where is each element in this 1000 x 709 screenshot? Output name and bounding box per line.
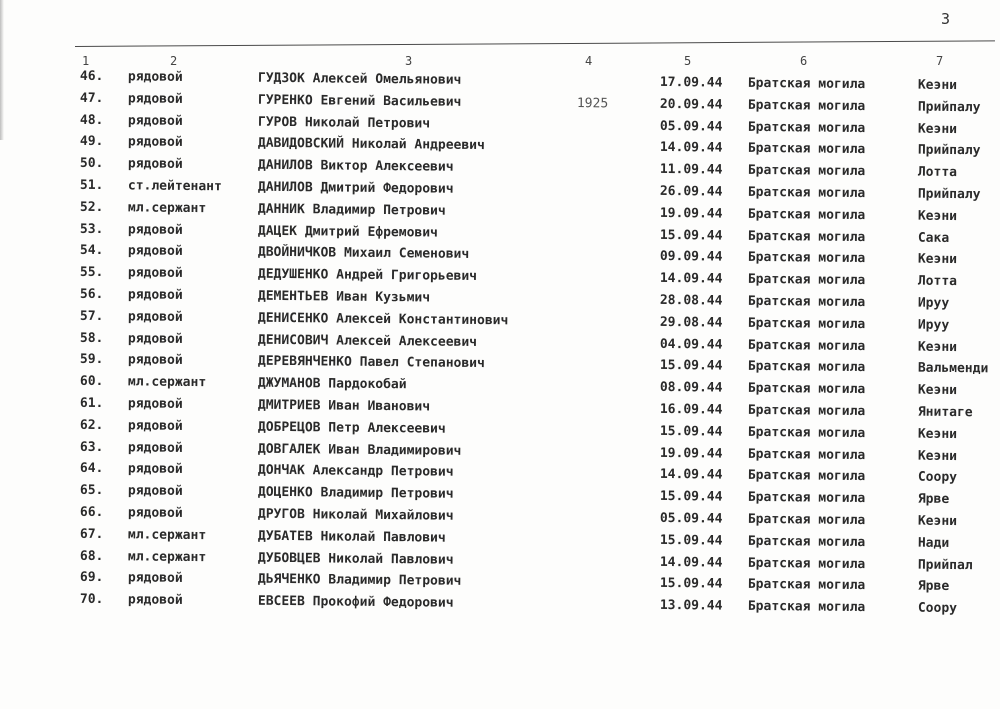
death-date: 15.09.44 xyxy=(659,489,723,505)
rank: рядовой xyxy=(127,134,183,151)
death-date: 05.09.44 xyxy=(659,118,723,135)
full-name: ЕВСЕЕВ Прокофий Федорович xyxy=(257,593,454,611)
row-number: 49. xyxy=(79,134,104,150)
column-header-4: 4 xyxy=(585,54,593,68)
rank: рядовой xyxy=(127,91,183,107)
burial-type: Братская могила xyxy=(747,533,866,550)
full-name: ДАВИДОВСКИЙ Николай Андреевич xyxy=(257,136,485,154)
row-number: 48. xyxy=(79,112,104,128)
full-name: ДЕДУШЕНКО Андрей Григорьевич xyxy=(257,266,478,285)
full-name: ДОБРЕЦОВ Петр Алексеевич xyxy=(257,419,446,437)
death-date: 29.08.44 xyxy=(659,314,723,331)
rank: рядовой xyxy=(127,156,183,173)
rank: ст.лейтенант xyxy=(127,178,222,195)
death-date: 09.09.44 xyxy=(659,249,723,265)
death-date: 14.09.44 xyxy=(659,554,723,571)
row-number: 70. xyxy=(79,592,104,608)
column-header-2: 2 xyxy=(170,54,178,68)
burial-place: Кеэни xyxy=(917,208,958,224)
row-number: 57. xyxy=(79,308,104,324)
death-date: 11.09.44 xyxy=(659,162,723,178)
row-number: 62. xyxy=(79,417,104,433)
burial-place: Кеэни xyxy=(917,448,958,464)
birth-year: 1925 xyxy=(576,95,609,112)
full-name: ДАЦЕК Дмитрий Ефремович xyxy=(257,223,438,241)
rank: рядовой xyxy=(127,461,183,478)
burial-place: Ярве xyxy=(917,579,950,595)
column-header-6: 6 xyxy=(800,54,808,68)
rank: мл.сержант xyxy=(127,200,207,216)
row-number: 63. xyxy=(79,439,104,455)
row-number: 56. xyxy=(79,286,104,303)
death-date: 15.09.44 xyxy=(659,358,723,374)
death-date: 16.09.44 xyxy=(659,401,723,418)
rank: мл.сержант xyxy=(127,548,207,565)
full-name: ДАНИЛОВ Дмитрий Федорович xyxy=(257,179,454,197)
full-name: ДЕНИСЕНКО Алексей Константинович xyxy=(257,310,509,329)
rank: мл.сержант xyxy=(127,527,207,543)
rank: рядовой xyxy=(127,265,183,282)
burial-place: Нади xyxy=(917,535,950,551)
page-number: 3 xyxy=(941,10,951,28)
column-header-5: 5 xyxy=(684,54,692,68)
burial-type: Братская могила xyxy=(747,315,866,332)
rank: рядовой xyxy=(127,505,183,521)
burial-place: Прийпалу xyxy=(917,99,981,116)
full-name: ДЕМЕНТЬЕВ Иван Кузьмич xyxy=(257,288,431,306)
full-name: ГУРЕНКО Евгений Васильевич xyxy=(257,92,462,110)
burial-place: Кеэни xyxy=(917,426,958,442)
burial-type: Братская могила xyxy=(747,75,866,93)
column-header-3: 3 xyxy=(405,54,413,68)
rank: рядовой xyxy=(127,592,183,609)
burial-type: Братская могила xyxy=(747,293,866,311)
burial-place: Кеэни xyxy=(917,513,958,530)
burial-type: Братская могила xyxy=(747,446,866,463)
rank: рядовой xyxy=(127,69,183,85)
death-date: 15.09.44 xyxy=(659,227,723,244)
burial-place: Янитаге xyxy=(917,404,973,421)
full-name: ДРУГОВ Николай Михайлович xyxy=(257,506,454,524)
death-date: 15.09.44 xyxy=(659,576,723,592)
burial-place: Кеэни xyxy=(917,121,958,137)
death-date: 15.09.44 xyxy=(659,423,723,440)
full-name: ДМИТРИЕВ Иван Иванович xyxy=(257,397,431,415)
full-name: ДЬЯЧЕНКО Владимир Петрович xyxy=(257,572,462,590)
row-number: 54. xyxy=(79,243,104,259)
rank: мл.сержант xyxy=(127,374,207,391)
death-date: 14.09.44 xyxy=(659,140,723,156)
row-number: 66. xyxy=(79,504,104,521)
death-date: 17.09.44 xyxy=(659,74,723,91)
rank: рядовой xyxy=(127,287,183,303)
header-rule xyxy=(75,40,995,47)
burial-type: Братская могила xyxy=(747,250,866,267)
burial-place: Кеэни xyxy=(917,252,958,268)
death-date: 19.09.44 xyxy=(659,205,723,222)
burial-type: Братская могила xyxy=(747,97,866,114)
burial-type: Братская могила xyxy=(747,228,866,245)
full-name: ДОЦЕНКО Владимир Петрович xyxy=(257,484,454,502)
rank: рядовой xyxy=(127,483,183,500)
burial-type: Братская могила xyxy=(747,402,866,420)
full-name: ДАННИК Владимир Петрович xyxy=(257,201,446,219)
full-name: ГУРОВ Николай Петрович xyxy=(257,114,431,132)
burial-place: Кеэни xyxy=(917,77,958,94)
death-date: 04.09.44 xyxy=(659,336,723,353)
burial-type: Братская могила xyxy=(747,424,866,441)
row-number: 53. xyxy=(79,221,104,237)
column-header-1: 1 xyxy=(82,54,90,68)
burial-place: Вальменди xyxy=(917,361,989,377)
death-date: 14.09.44 xyxy=(659,271,723,287)
full-name: ДЕНИСОВИЧ Алексей Алексеевич xyxy=(257,332,478,350)
burial-type: Братская могила xyxy=(747,337,866,354)
burial-type: Братская могила xyxy=(747,206,866,223)
rank: рядовой xyxy=(127,418,183,434)
burial-type: Братская могила xyxy=(747,490,866,507)
death-date: 28.08.44 xyxy=(659,292,723,309)
row-number: 61. xyxy=(79,395,104,412)
full-name: ДОНЧАК Александр Петрович xyxy=(257,463,454,481)
column-header-7: 7 xyxy=(936,54,944,68)
row-number: 65. xyxy=(79,483,104,499)
burial-place: Кеэни xyxy=(917,382,958,399)
full-name: ДОВГАЛЕК Иван Владимирович xyxy=(257,441,462,459)
row-number: 55. xyxy=(79,265,104,281)
burial-type: Братская могила xyxy=(747,272,866,289)
death-date: 20.09.44 xyxy=(659,96,723,113)
death-date: 13.09.44 xyxy=(659,598,723,614)
row-number: 68. xyxy=(79,548,104,564)
row-number: 60. xyxy=(79,374,104,390)
row-number: 59. xyxy=(79,352,104,368)
row-number: 69. xyxy=(79,570,104,586)
death-date: 19.09.44 xyxy=(659,445,723,462)
burial-place: Лотта xyxy=(917,273,958,290)
burial-place: Соору xyxy=(917,470,958,486)
rank: рядовой xyxy=(127,439,183,456)
full-name: ДАНИЛОВ Виктор Алексеевич xyxy=(257,157,454,175)
burial-type: Братская могила xyxy=(747,163,866,180)
row-number: 52. xyxy=(79,199,104,215)
full-name: ДУБОВЦЕВ Николай Павлович xyxy=(257,550,454,568)
death-date: 08.09.44 xyxy=(659,380,723,396)
burial-place: Прийпал xyxy=(917,557,973,573)
burial-place: Лотта xyxy=(917,164,958,181)
burial-place: Ируу xyxy=(917,295,950,311)
death-date: 14.09.44 xyxy=(659,467,723,483)
burial-place: Сака xyxy=(917,230,950,246)
burial-type: Братская могила xyxy=(747,119,866,136)
full-name: ДВОЙНИЧКОВ Михаил Семенович xyxy=(257,245,470,263)
death-date: 15.09.44 xyxy=(659,532,723,549)
burial-place: Прийпалу xyxy=(917,143,981,159)
burial-type: Братская могила xyxy=(747,184,866,202)
full-name: ДУБАТЕВ Николай Павлович xyxy=(257,528,446,546)
death-date: 05.09.44 xyxy=(659,510,723,527)
rank: рядовой xyxy=(127,352,183,369)
burial-place: Прийпалу xyxy=(917,186,981,203)
rank: рядовой xyxy=(127,396,183,412)
rank: рядовой xyxy=(127,112,183,129)
burial-place: Кеэни xyxy=(917,339,958,355)
burial-type: Братская могила xyxy=(747,359,866,376)
row-number: 51. xyxy=(79,177,104,194)
burial-place: Ярве xyxy=(917,491,950,508)
burial-type: Братская могила xyxy=(747,468,866,485)
row-number: 67. xyxy=(79,526,104,542)
full-name: ДЖУМАНОВ Пардокобай xyxy=(257,375,407,393)
burial-type: Братская могила xyxy=(747,381,866,398)
row-number: 64. xyxy=(79,461,104,477)
burial-type: Братская могила xyxy=(747,555,866,572)
burial-type: Братская могила xyxy=(747,141,866,158)
rank: рядовой xyxy=(127,243,183,260)
burial-place: Соору xyxy=(917,600,958,617)
row-number: 58. xyxy=(79,330,104,346)
burial-type: Братская могила xyxy=(747,577,866,594)
row-number: 46. xyxy=(79,68,104,85)
rank: рядовой xyxy=(127,221,183,238)
rank: рядовой xyxy=(127,570,183,587)
rank: рядовой xyxy=(127,309,183,325)
row-number: 50. xyxy=(79,156,104,172)
burial-place: Ируу xyxy=(917,317,950,333)
death-date: 26.09.44 xyxy=(659,183,723,200)
burial-type: Братская могила xyxy=(747,511,866,529)
full-name: ГУДЗОК Алексей Омельянович xyxy=(257,70,462,88)
rank: рядовой xyxy=(127,330,183,347)
full-name: ДЕРЕВЯНЧЕНКО Павел Степанович xyxy=(257,354,485,372)
row-number: 47. xyxy=(79,90,104,106)
burial-type: Братская могила xyxy=(747,599,866,616)
